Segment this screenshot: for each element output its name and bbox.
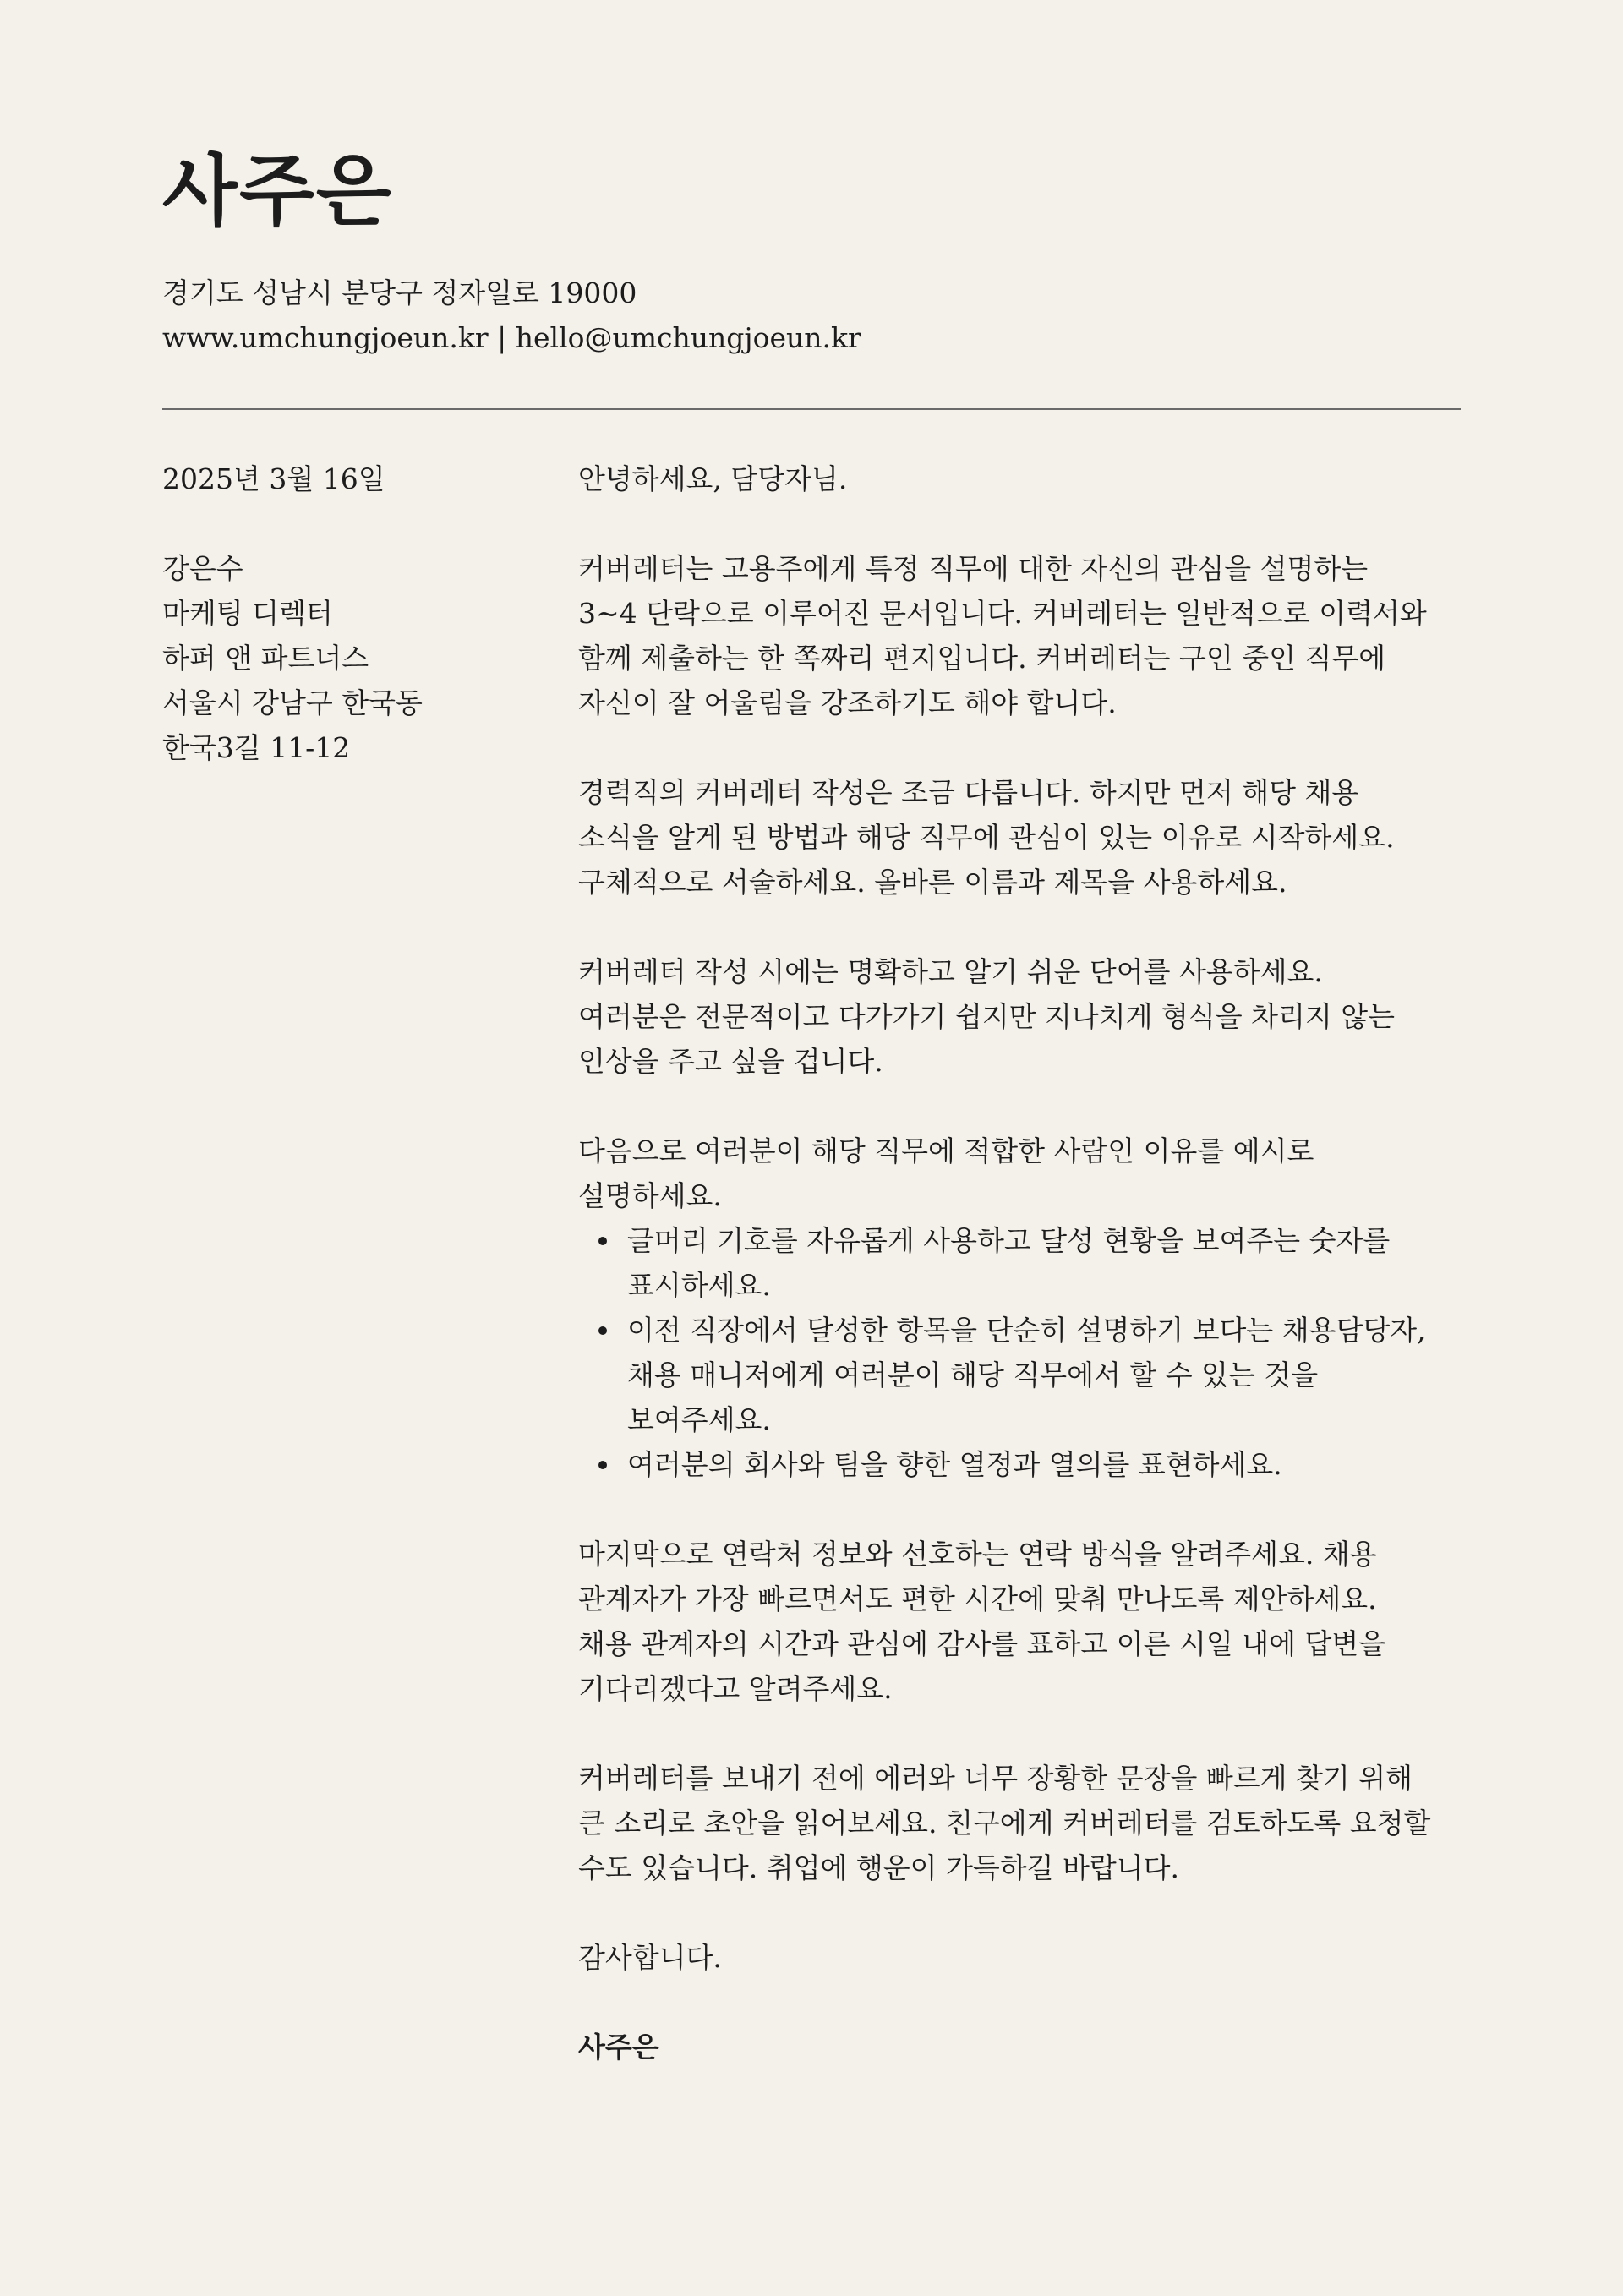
bullet-list (578, 1218, 1474, 1487)
recipient-name: 강은수 (162, 552, 243, 585)
paragraph-1 (578, 546, 1474, 725)
greeting: 안녕하세요, 담당자님. (578, 462, 848, 495)
paragraph-4-line: 다음으로 여러분이 해당 직무에 적합한 사람인 이유를 예시로 (578, 1134, 1314, 1167)
letter-date: 2025년 3월 16일 (162, 462, 385, 495)
sender-address: 경기도 성남시 분당구 정자일로 19000 (162, 276, 637, 309)
paragraph-2-line: 경력직의 커버레터 작성은 조금 다릅니다. 하지만 먼저 해당 채용 (578, 776, 1359, 809)
sender-web-email: www.umchungjoeun.kr | hello@umchungjoeun.kr (162, 321, 861, 354)
recipient-title: 마케팅 디렉터 (162, 597, 333, 630)
closing: 감사합니다. (578, 1941, 722, 1974)
paragraph-2 (578, 770, 1474, 905)
bullet-dot-icon (598, 1461, 607, 1469)
bullet-item (578, 1442, 1474, 1487)
paragraph-6-line: 수도 있습니다. 취업에 행운이 가득하길 바랍니다. (578, 1851, 1179, 1884)
letter-body (578, 456, 1474, 2069)
paragraph-5-line: 관계자가 가장 빠르면서도 편한 시간에 맞춰 만나도록 제안하세요. (578, 1583, 1377, 1615)
paragraph-2-line: 구체적으로 서술하세요. 올바른 이름과 제목을 사용하세요. (578, 866, 1287, 899)
paragraph-6-line: 커버레터를 보내기 전에 에러와 너무 장황한 문장을 빠르게 찾기 위해 (578, 1762, 1413, 1795)
bullet-line: 글머리 기호를 자유롭게 사용하고 달성 현황을 보여주는 숫자를 (627, 1224, 1391, 1257)
paragraph-1-line: 자신이 잘 어울림을 강조하기도 해야 합니다. (578, 686, 1117, 719)
recipient-address-line-1: 서울시 강남구 한국동 (162, 686, 423, 719)
signature: 사주은 (578, 2031, 659, 2064)
recipient-company: 하퍼 앤 파트너스 (162, 642, 369, 675)
bullet-line: 여러분의 회사와 팀을 향한 열정과 열의를 표현하세요. (627, 1448, 1282, 1481)
bullet-dot-icon (598, 1326, 607, 1335)
paragraph-3-line: 커버레터 작성 시에는 명확하고 알기 쉬운 단어를 사용하세요. (578, 955, 1323, 988)
paragraph-4 (578, 1129, 1474, 1218)
paragraph-2-line: 소식을 알게 된 방법과 해당 직무에 관심이 있는 이유로 시작하세요. (578, 821, 1395, 854)
bullet-item (578, 1218, 1474, 1308)
paragraph-5-line: 마지막으로 연락처 정보와 선호하는 연락 방식을 알려주세요. 채용 (578, 1538, 1377, 1571)
bullet-line: 표시하세요. (627, 1269, 771, 1302)
paragraph-6-line: 큰 소리로 초안을 읽어보세요. 친구에게 커버레터를 검토하도록 요청할 (578, 1807, 1431, 1840)
sender-contact (162, 271, 1461, 360)
paragraph-3 (578, 949, 1474, 1084)
recipient-address-line-2: 한국3길 11-12 (162, 731, 351, 764)
paragraph-1-line: 함께 제출하는 한 쪽짜리 편지입니다. 커버레터는 구인 중인 직무에 (578, 642, 1386, 675)
bullet-dot-icon (598, 1237, 607, 1245)
recipient-block (162, 546, 534, 770)
sender-name: 사주은 (162, 145, 393, 237)
paragraph-6 (578, 1756, 1474, 1890)
bullet-item (578, 1308, 1474, 1442)
paragraph-5-line: 채용 관계자의 시간과 관심에 감사를 표하고 이른 시일 내에 답변을 (578, 1627, 1386, 1660)
paragraph-5 (578, 1532, 1474, 1711)
bullet-line: 채용 매니저에게 여러분이 해당 직무에서 할 수 있는 것을 (627, 1358, 1319, 1391)
bullet-line: 보여주세요. (627, 1403, 771, 1436)
letter-header (162, 145, 1461, 360)
bullet-line: 이전 직장에서 달성한 항목을 단순히 설명하기 보다는 채용담당자, (627, 1314, 1426, 1347)
paragraph-3-line: 인상을 주고 싶을 겁니다. (578, 1045, 883, 1078)
paragraph-4-line: 설명하세요. (578, 1179, 722, 1212)
header-divider (162, 408, 1461, 410)
paragraph-1-line: 커버레터는 고용주에게 특정 직무에 대한 자신의 관심을 설명하는 (578, 552, 1369, 585)
paragraph-5-line: 기다리겠다고 알려주세요. (578, 1672, 893, 1705)
paragraph-1-line: 3~4 단락으로 이루어진 문서입니다. 커버레터는 일반적으로 이력서와 (578, 597, 1427, 630)
sidebar-column (162, 456, 534, 770)
paragraph-3-line: 여러분은 전문적이고 다가가기 쉽지만 지나치게 형식을 차리지 않는 (578, 1000, 1396, 1033)
